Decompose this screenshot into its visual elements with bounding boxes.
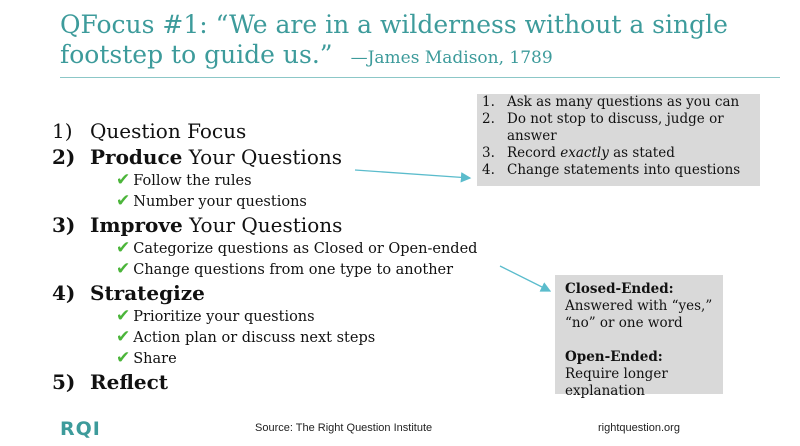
checkmark-icon: ✔ [116,238,131,258]
checkmark-icon: ✔ [116,259,131,279]
rule-item [477,111,760,145]
sub-item [52,259,522,280]
sub-item [52,191,522,212]
steps-list [52,118,522,395]
step-keyword: Reflect [90,370,169,394]
rules-list [477,94,760,179]
title-text: QFocus #1: “We are in a wilderness without a single footstep to guide us.” [60,10,728,69]
step-label: Question Focus [90,119,247,143]
sub-item [52,327,522,348]
step-label: Your Questions [182,213,343,237]
title-attribution: —James Madison, 1789 [350,48,553,68]
question-types-box [555,275,723,399]
rule-text-end: as stated [608,145,675,161]
sub-item [52,238,522,259]
checkmark-icon: ✔ [116,306,131,326]
rules-box [477,94,760,186]
step-keyword: Produce [90,145,183,169]
checkmark-icon: ✔ [116,191,131,211]
step-improve [52,212,522,238]
slide-title [60,10,780,73]
open-ended-heading: Open-Ended: [565,349,663,365]
sub-item-label: Follow the rules [133,173,252,189]
spacer [565,332,723,349]
rule-number: 3. [482,145,495,161]
step-reflect [52,369,522,395]
website-link[interactable]: rightquestion.org [598,422,680,434]
rule-text: Change statements into questions [507,162,741,178]
closed-ended-text: Answered with “yes,” “no” or one word [565,298,713,331]
rqi-logo: RQI [60,418,101,440]
sub-item [52,170,522,191]
rule-text: Ask as many questions as you can [507,94,740,110]
rule-text: Record [507,145,561,161]
sub-item [52,306,522,327]
step-number: 5) [52,370,76,394]
sub-item-label: Categorize questions as Closed or Open-ended [133,241,478,257]
step-question-focus [52,118,522,144]
step-number: 1) [52,119,73,143]
step-label: Your Questions [182,145,343,169]
step-number: 4) [52,281,76,305]
sub-item [52,348,522,369]
checkmark-icon: ✔ [116,348,131,368]
step-keyword: Improve [90,213,183,237]
title-divider [60,77,780,78]
checkmark-icon: ✔ [116,170,131,190]
open-ended-text: Require longer explanation [565,366,668,399]
checkmark-icon: ✔ [116,327,131,347]
step-keyword: Strategize [90,281,205,305]
sub-item-label: Action plan or discuss next steps [133,330,376,346]
rule-item [477,145,760,162]
step-strategize [52,280,522,306]
closed-ended-heading: Closed-Ended: [565,281,674,297]
rule-item [477,94,760,111]
rule-item [477,162,760,179]
source-citation: Source: The Right Question Institute [255,422,433,434]
sub-item-label: Number your questions [133,194,307,210]
rule-number: 2. [482,111,495,127]
step-number: 3) [52,213,76,237]
sub-item-label: Change questions from one type to another [133,262,454,278]
step-number: 2) [52,145,76,169]
step-produce [52,144,522,170]
rule-number: 1. [482,94,495,110]
rule-text: Do not stop to discuss, judge or answer [507,111,724,144]
rule-emphasis: exactly [560,145,609,161]
rule-number: 4. [482,162,495,178]
sub-item-label: Prioritize your questions [133,309,315,325]
sub-item-label: Share [133,351,177,367]
